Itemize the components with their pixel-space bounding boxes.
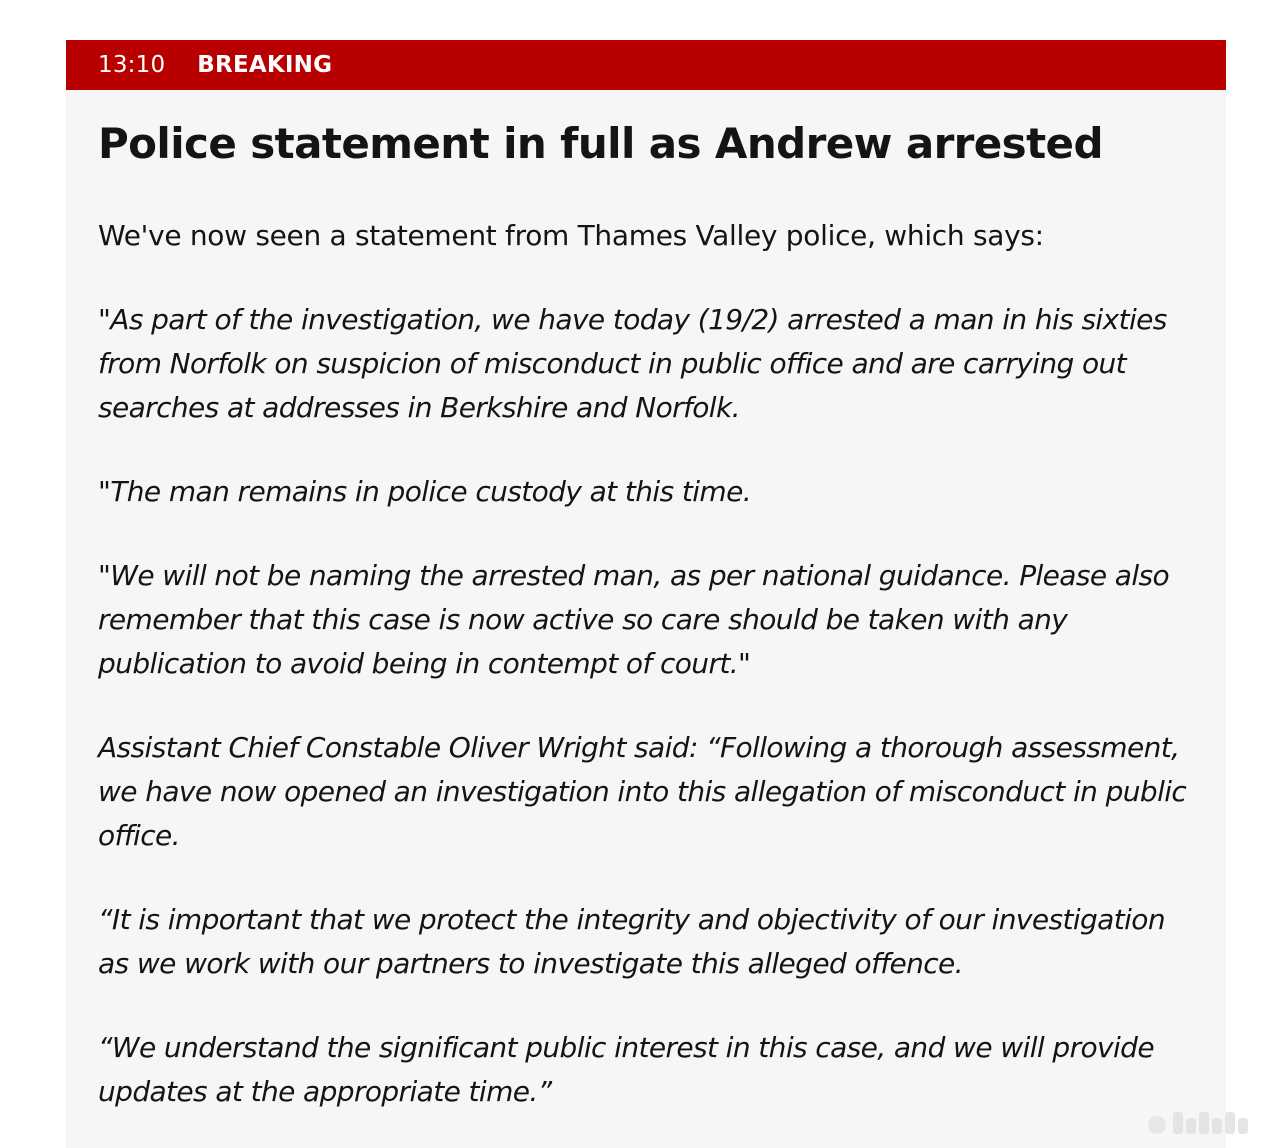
statement-paragraph-6: “We understand the significant public interest in this case, and we will provide updates at the appropriate time.” <box>98 1031 1154 1108</box>
post-body <box>66 114 1226 1114</box>
statement-paragraph-3: "We will not be naming the arrested man, as per national guidance. Please also remember that this case is now active so care should be taken with any publication to avoid being in contempt of court." <box>98 559 1170 680</box>
watermark-icon <box>1148 1112 1248 1134</box>
watermark-bar <box>1212 1118 1222 1134</box>
statement-paragraph-2: "The man remains in police custody at this time. <box>98 475 752 508</box>
intro-paragraph: We've now seen a statement from Thames Valley police, which says: <box>98 219 1044 252</box>
watermark-bar <box>1173 1112 1183 1134</box>
watermark-bar <box>1199 1112 1209 1134</box>
post-timestamp: 13:10 <box>98 52 166 78</box>
post-headline: Police statement in full as Andrew arrested <box>98 119 1103 168</box>
watermark-bar <box>1225 1112 1235 1134</box>
live-post-card <box>66 40 1226 1148</box>
statement-paragraph-1: "As part of the investigation, we have today (19/2) arrested a man in his sixties from Norfolk on suspicion of misconduct in public office and are carrying out searches at addresses in Berkshire and Norfolk. <box>98 303 1167 424</box>
watermark-bar <box>1238 1118 1248 1134</box>
breaking-label: BREAKING <box>197 52 333 78</box>
watermark-bar <box>1186 1118 1196 1134</box>
breaking-banner <box>66 40 1226 90</box>
watermark-ring <box>1148 1116 1166 1134</box>
statement-paragraph-4: Assistant Chief Constable Oliver Wright said: “Following a thorough assessment, we have now opened an investigation into this allegation of misconduct in public office. <box>98 731 1187 852</box>
statement-paragraph-5: “It is important that we protect the integrity and objectivity of our investigation as we work with our partners to investigate this alleged offence. <box>98 903 1165 980</box>
